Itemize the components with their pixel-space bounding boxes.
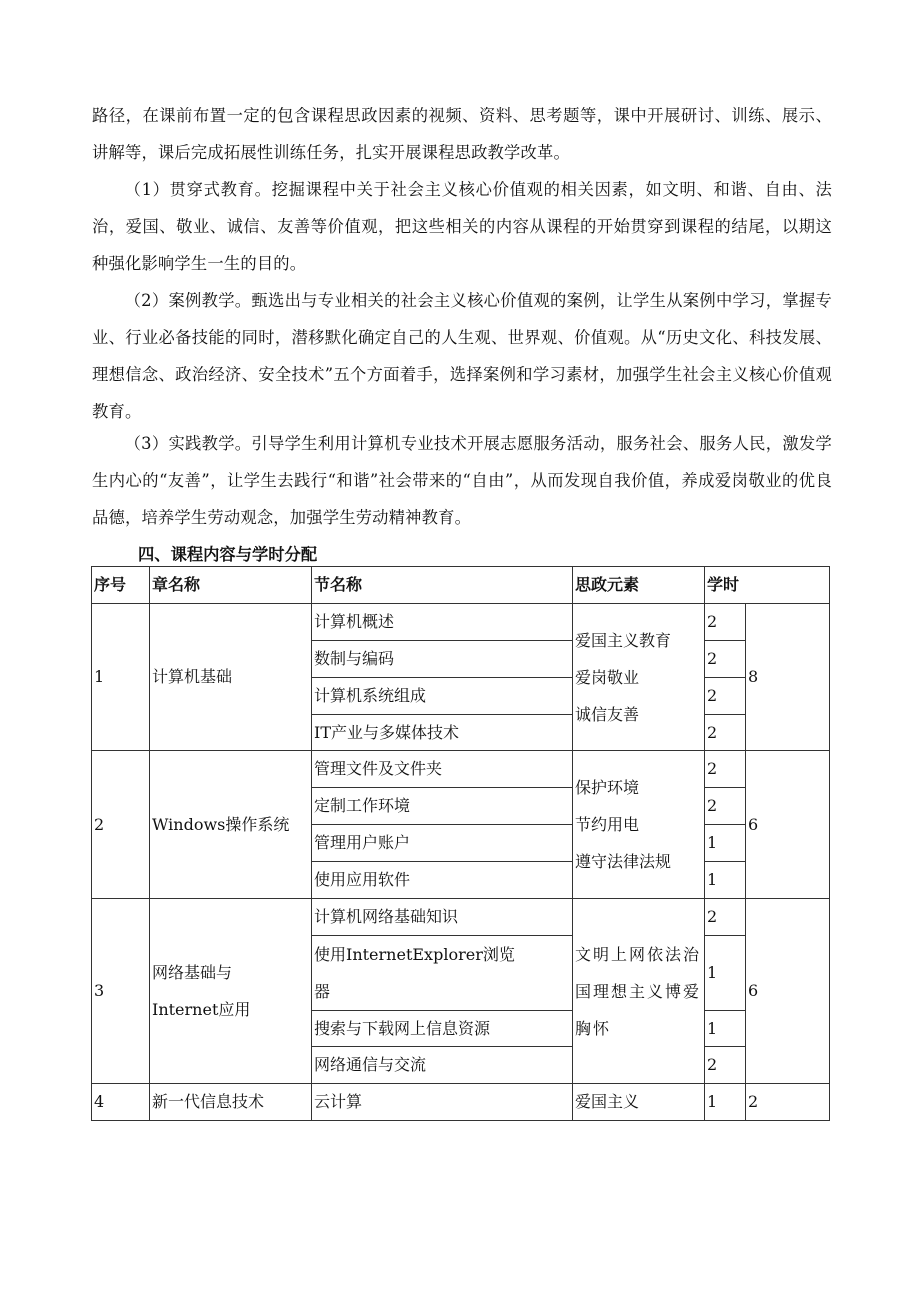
- section-name: 搜索与下载网上信息资源: [312, 1011, 573, 1047]
- header-elements: 思政元素: [573, 567, 705, 604]
- section-hours: 2: [705, 678, 746, 715]
- section-hours: 2: [705, 715, 746, 751]
- section-name: 计算机网络基础知识: [312, 899, 573, 936]
- section-name: 使用应用软件: [312, 862, 573, 899]
- header-chapter: 章名称: [150, 567, 312, 604]
- section-name: [312, 936, 573, 1011]
- section-name-line: 使用InternetExplorer浏览: [314, 945, 515, 964]
- table-row: [92, 899, 830, 936]
- paragraph-immersive-education: （1）贯穿式教育。挖掘课程中关于社会主义核心价值观的相关因素，如文明、和谐、自由、法治，爱国、敬业、诚信、友善等价值观，把这些相关的内容从课程的开始贯穿到课程的结尾，以期这种强化影响学生一生的目的。: [92, 180, 832, 273]
- section-hours: 1: [705, 1011, 746, 1047]
- chapter-total-hours: 6: [746, 899, 830, 1084]
- section-name: 计算机概述: [312, 604, 573, 641]
- table-row: [92, 751, 830, 788]
- paragraph-intro: 路径，在课前布置一定的包含课程思政因素的视频、资料、思考题等，课中开展研讨、训练、展示、讲解等，课后完成拓展性训练任务，扎实开展课程思政教学改革。: [92, 106, 832, 162]
- section-hours: 2: [705, 1047, 746, 1084]
- ideology-elements: 爱国主义: [573, 1084, 705, 1121]
- element-line: 文明上网依法治: [575, 944, 702, 964]
- chapter-no: 2: [92, 751, 150, 899]
- section-hours: 2: [705, 788, 746, 825]
- chapter-total-hours: 8: [746, 604, 830, 751]
- element-line: 胸怀: [575, 1018, 612, 1038]
- chapter-name-line: 网络基础与: [152, 963, 233, 982]
- chapter-no: 4: [92, 1084, 150, 1121]
- section-hours: 2: [705, 641, 746, 678]
- section-name: 云计算: [312, 1084, 573, 1121]
- chapter-name: 新一代信息技术: [150, 1084, 312, 1121]
- section-hours: 2: [705, 751, 746, 788]
- section-name: 管理用户账户: [312, 825, 573, 862]
- element-line: 国理想主义博爱: [575, 981, 702, 1001]
- section-name: 管理文件及文件夹: [312, 751, 573, 788]
- paragraph-practice-teaching: （3）实践教学。引导学生利用计算机专业技术开展志愿服务活动，服务社会、服务人民，激发学生内心的“友善”，让学生去践行“和谐”社会带来的“自由”，从而发现自我价值，养成爱岗敬业的优良品德，培养学生劳动观念，加强学生劳动精神教育。: [92, 434, 832, 527]
- table-row: [92, 604, 830, 641]
- chapter-total-hours: 6: [746, 751, 830, 899]
- chapter-name: Windows操作系统: [150, 751, 312, 899]
- chapter-name: [150, 899, 312, 1084]
- section-hours: 1: [705, 862, 746, 899]
- paragraph-case-teaching: （2）案例教学。甄选出与专业相关的社会主义核心价值观的案例，让学生从案例中学习，掌握专业、行业必备技能的同时，潜移默化确定自己的人生观、世界观、价值观。从“历史文化、科技发展、理想信念、政治经济、安全技术”五个方面着手，选择案例和学习素材，加强学生社会主义核心价值观教育。: [92, 291, 832, 421]
- header-section: 节名称: [312, 567, 573, 604]
- chapter-name: 计算机基础: [150, 604, 312, 751]
- element-line: 诚信友善: [575, 704, 640, 724]
- element-line: 节约用电: [575, 815, 640, 834]
- section-hours: 2: [705, 899, 746, 936]
- section-name: 网络通信与交流: [312, 1047, 573, 1084]
- section-name: IT产业与多媒体技术: [312, 715, 573, 751]
- ideology-elements: [573, 604, 705, 751]
- section-hours: 1: [705, 936, 746, 1011]
- table-row: [92, 1084, 830, 1121]
- section-name: 计算机系统组成: [312, 678, 573, 715]
- chapter-total-hours: 2: [746, 1084, 830, 1121]
- ideology-elements: [573, 751, 705, 899]
- section-name-line: 器: [314, 982, 331, 1001]
- element-line: 爱国主义教育: [575, 630, 672, 650]
- header-hours: 学时: [705, 567, 830, 604]
- section-hours: 2: [705, 604, 746, 641]
- element-line: 遵守法律法规: [575, 852, 672, 871]
- chapter-name-line: Internet应用: [152, 1000, 251, 1019]
- section-name: 数制与编码: [312, 641, 573, 678]
- section-hours: 1: [705, 825, 746, 862]
- ideology-elements: [573, 899, 705, 1084]
- course-content-table: [91, 566, 830, 1121]
- section-heading: 四、课程内容与学时分配: [138, 545, 318, 564]
- table-header-row: [92, 567, 830, 604]
- chapter-no: 3: [92, 899, 150, 1084]
- header-no: 序号: [92, 567, 150, 604]
- section-hours: 1: [705, 1084, 746, 1121]
- section-name: 定制工作环境: [312, 788, 573, 825]
- chapter-no: 1: [92, 604, 150, 751]
- element-line: 保护环境: [575, 778, 640, 797]
- element-line: 爱岗敬业: [575, 667, 640, 687]
